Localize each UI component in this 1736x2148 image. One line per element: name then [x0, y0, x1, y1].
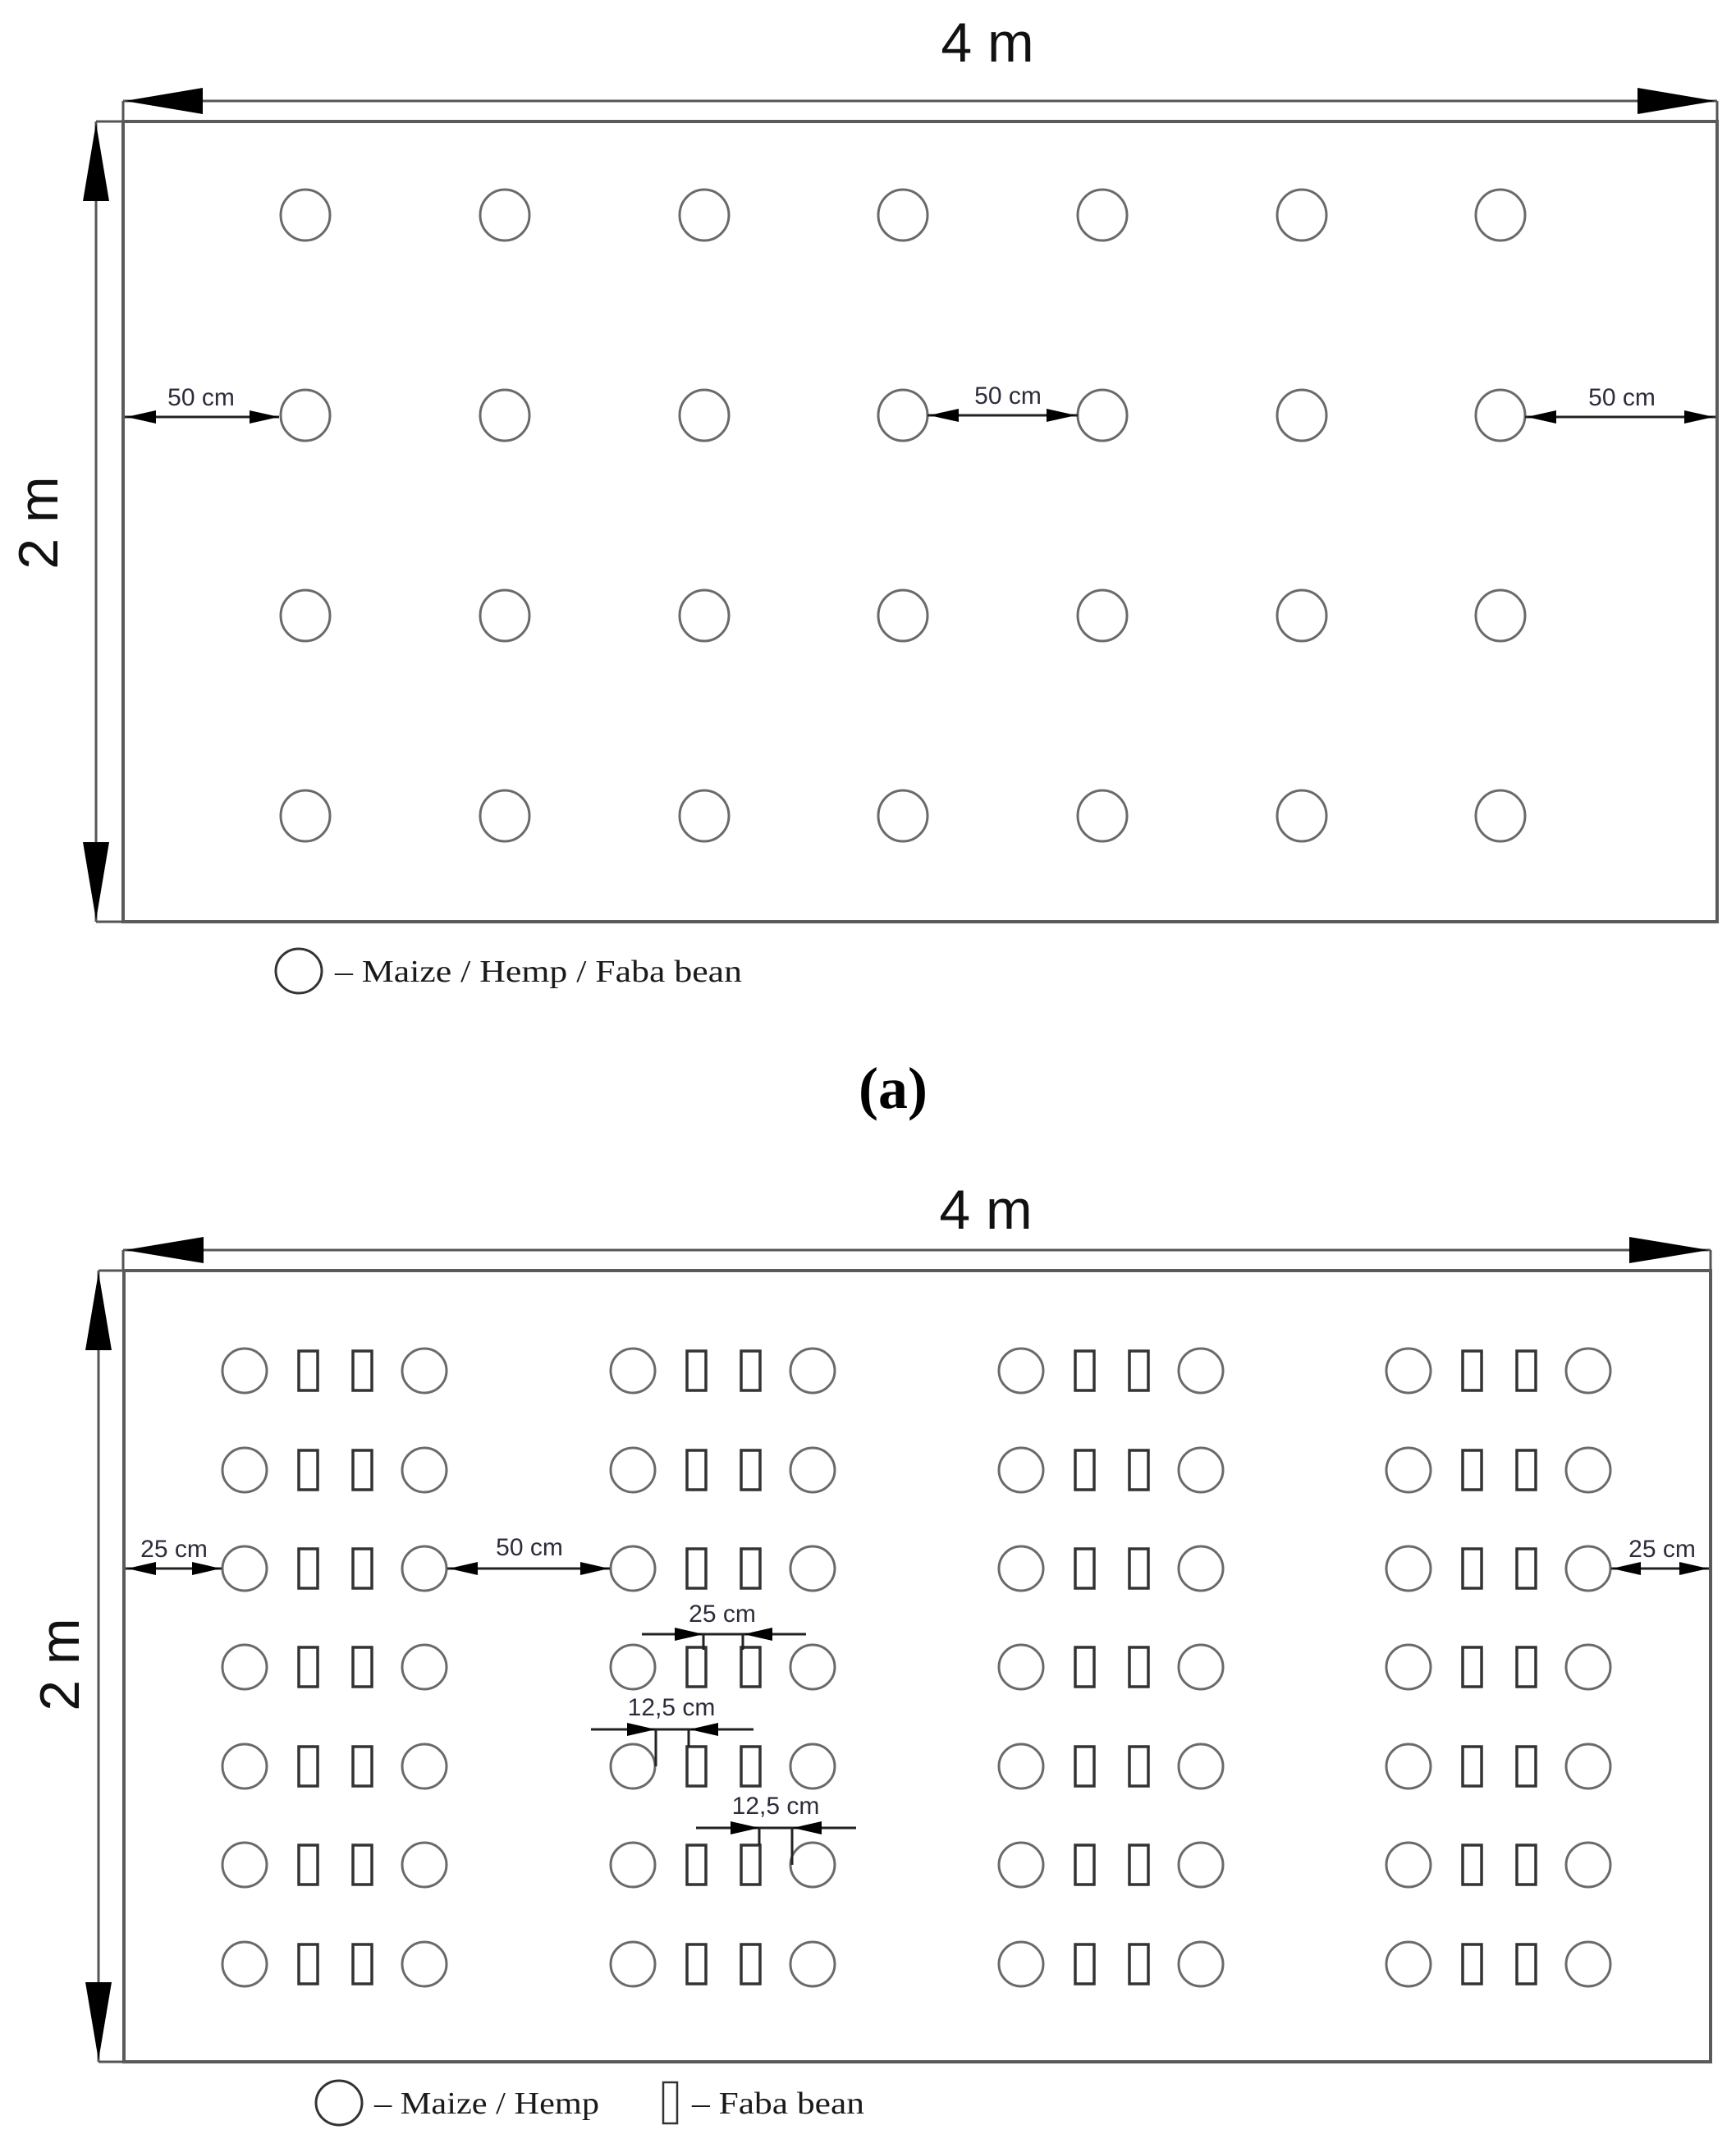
maize-hemp-faba-circle-icon — [680, 390, 729, 441]
faba-bean-rect-icon — [353, 1351, 372, 1390]
maize-hemp-circle-icon — [402, 1942, 447, 1986]
faba-bean-rect-icon — [1129, 1549, 1148, 1588]
maize-hemp-faba-circle-icon — [1078, 590, 1127, 641]
arrowhead-down-icon — [83, 842, 109, 920]
maize-hemp-circle-icon — [1386, 1744, 1431, 1788]
spacing-right-edge — [1525, 384, 1715, 424]
faba-bean-rect-icon — [687, 1549, 706, 1588]
spacing-label: 12,5 cm — [731, 1793, 820, 1820]
maize-hemp-faba-circle-icon — [680, 590, 729, 641]
maize-hemp-circle-icon — [1179, 1744, 1223, 1788]
faba-bean-rect-icon — [353, 1747, 372, 1786]
spacing-label: 12,5 cm — [627, 1694, 716, 1721]
maize-hemp-circle-icon — [999, 1645, 1043, 1689]
maize-hemp-circle-icon — [1386, 1349, 1431, 1393]
faba-bean-rect-icon — [687, 1944, 706, 1984]
maize-hemp-faba-circle-icon — [480, 590, 529, 641]
maize-hemp-circle-icon — [402, 1349, 447, 1393]
maize-hemp-circle-icon — [611, 1744, 655, 1788]
spacing-label: 25 cm — [1628, 1536, 1696, 1563]
maize-hemp-faba-circle-icon — [1277, 590, 1326, 641]
faba-bean-rect-icon — [741, 1944, 760, 1984]
spacing-label: 25 cm — [140, 1536, 208, 1563]
width-dimension-arrow — [123, 88, 1717, 121]
faba-bean-rect-icon — [741, 1549, 760, 1588]
faba-bean-rect-icon — [299, 1747, 318, 1786]
maize-hemp-circle-icon — [402, 1744, 447, 1788]
maize-hemp-circle-icon — [1566, 1744, 1610, 1788]
maize-hemp-circle-icon — [222, 1843, 267, 1887]
maize-hemp-circle-icon — [1566, 1349, 1610, 1393]
faba-bean-rect-icon — [1463, 1351, 1482, 1390]
maize-hemp-faba-circle-icon — [480, 190, 529, 240]
faba-bean-rect-icon — [1463, 1647, 1482, 1687]
maize-hemp-circle-icon — [1566, 1448, 1610, 1492]
maize-hemp-faba-circle-icon — [1476, 590, 1525, 641]
height-dimension-arrow — [83, 121, 123, 922]
spacing-right-edge — [1611, 1536, 1709, 1575]
faba-bean-rect-icon — [1517, 1549, 1536, 1588]
maize-hemp-circle-icon — [1386, 1546, 1431, 1591]
plant-row — [222, 1744, 1610, 1788]
maize-hemp-faba-circle-icon — [680, 790, 729, 841]
faba-bean-rect-icon — [1075, 1351, 1094, 1390]
faba-bean-rect-icon — [1129, 1351, 1148, 1390]
spacing-label: 50 cm — [496, 1534, 563, 1561]
arrowhead-up-icon — [85, 1272, 112, 1350]
maize-hemp-circle-icon — [999, 1744, 1043, 1788]
maize-hemp-circle-icon — [1566, 1843, 1610, 1887]
width-label: 4 m — [939, 1179, 1033, 1241]
height-label: 2 m — [29, 1618, 91, 1711]
arrowhead-down-icon — [85, 1982, 112, 2060]
spacing-left-edge — [125, 384, 279, 424]
plant-row — [222, 1843, 1610, 1887]
maize-hemp-faba-circle-icon — [680, 190, 729, 240]
faba-bean-rect-icon — [353, 1845, 372, 1885]
faba-bean-rect-icon — [1463, 1747, 1482, 1786]
faba-bean-rect-icon — [1075, 1450, 1094, 1490]
maize-hemp-circle-icon — [402, 1448, 447, 1492]
legend-panel-b — [316, 2081, 864, 2125]
maize-hemp-circle-icon — [611, 1448, 655, 1492]
faba-bean-rect-icon — [1075, 1549, 1094, 1588]
faba-bean-rect-icon — [1075, 1647, 1094, 1687]
arrowhead-left-icon — [125, 1237, 204, 1263]
maize-hemp-faba-circle-icon — [1277, 390, 1326, 441]
maize-hemp-faba-circle-icon — [281, 590, 330, 641]
maize-hemp-circle-icon — [790, 1942, 835, 1986]
maize-hemp-circle-icon — [222, 1448, 267, 1492]
maize-hemp-circle-icon — [790, 1349, 835, 1393]
faba-bean-rect-icon — [1129, 1747, 1148, 1786]
maize-hemp-circle-icon — [611, 1942, 655, 1986]
faba-bean-rect-icon — [1129, 1647, 1148, 1687]
maize-hemp-circle-icon — [1386, 1942, 1431, 1986]
maize-hemp-circle-icon — [999, 1942, 1043, 1986]
maize-hemp-circle-icon — [222, 1349, 267, 1393]
maize-hemp-faba-circle-icon — [1476, 390, 1525, 441]
maize-hemp-faba-circle-icon — [1476, 190, 1525, 240]
faba-bean-rect-icon — [741, 1747, 760, 1786]
faba-bean-rect-icon — [1517, 1450, 1536, 1490]
legend-panel-a — [276, 949, 742, 993]
maize-hemp-circle-icon — [1179, 1546, 1223, 1591]
faba-bean-rect-icon — [1129, 1450, 1148, 1490]
plant-row — [222, 1942, 1610, 1986]
maize-hemp-circle-icon — [1179, 1448, 1223, 1492]
width-dimension-arrow — [123, 1237, 1711, 1271]
spacing-between-groups — [447, 1534, 610, 1575]
maize-hemp-circle-icon — [1179, 1942, 1223, 1986]
maize-hemp-faba-circle-icon — [1078, 390, 1127, 441]
maize-hemp-faba-circle-icon — [1476, 790, 1525, 841]
faba-bean-rect-icon — [299, 1351, 318, 1390]
faba-bean-rect-icon — [687, 1747, 706, 1786]
maize-hemp-faba-circle-icon — [1277, 790, 1326, 841]
maize-hemp-circle-icon — [402, 1645, 447, 1689]
plant-grid — [222, 1349, 1610, 1986]
maize-hemp-faba-circle-icon — [878, 790, 928, 841]
faba-bean-rect-icon — [687, 1845, 706, 1885]
faba-bean-rect-icon — [1517, 1351, 1536, 1390]
spacing-faba-rows — [642, 1601, 806, 1650]
panel-b — [29, 1179, 1711, 2125]
maize-hemp-circle-icon — [999, 1546, 1043, 1591]
maize-hemp-circle-icon — [999, 1843, 1043, 1887]
faba-bean-rect-icon — [741, 1647, 760, 1687]
maize-hemp-circle-icon — [1566, 1645, 1610, 1689]
plant-row — [222, 1645, 1610, 1689]
faba-bean-rect-icon — [741, 1450, 760, 1490]
legend-rect-icon — [663, 2082, 677, 2123]
faba-bean-rect-icon — [299, 1549, 318, 1588]
spacing-label: 25 cm — [689, 1601, 756, 1628]
faba-bean-rect-icon — [299, 1450, 318, 1490]
faba-bean-rect-icon — [353, 1647, 372, 1687]
maize-hemp-faba-circle-icon — [878, 390, 928, 441]
spacing-label: 50 cm — [167, 384, 235, 411]
panel-a — [7, 11, 1717, 1121]
maize-hemp-circle-icon — [790, 1843, 835, 1887]
maize-hemp-circle-icon — [1566, 1942, 1610, 1986]
maize-hemp-faba-circle-icon — [878, 590, 928, 641]
faba-bean-rect-icon — [741, 1845, 760, 1885]
faba-bean-rect-icon — [687, 1351, 706, 1390]
faba-bean-rect-icon — [1463, 1845, 1482, 1885]
plant-row — [222, 1349, 1610, 1393]
legend-circle-text: – Maize / Hemp — [373, 2086, 599, 2121]
maize-hemp-circle-icon — [611, 1843, 655, 1887]
panel-label: (a) — [859, 1056, 928, 1121]
maize-hemp-circle-icon — [611, 1546, 655, 1591]
maize-hemp-circle-icon — [999, 1448, 1043, 1492]
maize-hemp-faba-circle-icon — [480, 790, 529, 841]
faba-bean-rect-icon — [1463, 1450, 1482, 1490]
maize-hemp-circle-icon — [611, 1349, 655, 1393]
faba-bean-rect-icon — [299, 1845, 318, 1885]
faba-bean-rect-icon — [1075, 1747, 1094, 1786]
maize-hemp-faba-circle-icon — [281, 190, 330, 240]
legend-rect-text: – Faba bean — [690, 2086, 864, 2121]
maize-hemp-circle-icon — [402, 1843, 447, 1887]
faba-bean-rect-icon — [353, 1944, 372, 1984]
spacing-between-plants — [928, 382, 1078, 422]
maize-hemp-circle-icon — [402, 1546, 447, 1591]
plant-row — [222, 1546, 1610, 1591]
faba-bean-rect-icon — [1517, 1845, 1536, 1885]
maize-hemp-circle-icon — [1179, 1349, 1223, 1393]
legend-circle-icon — [276, 949, 322, 993]
maize-hemp-faba-circle-icon — [281, 390, 330, 441]
maize-hemp-circle-icon — [1386, 1843, 1431, 1887]
maize-hemp-circle-icon — [1386, 1645, 1431, 1689]
faba-bean-rect-icon — [1517, 1944, 1536, 1984]
faba-bean-rect-icon — [1463, 1944, 1482, 1984]
plant-grid — [281, 190, 1525, 841]
maize-hemp-faba-circle-icon — [281, 790, 330, 841]
maize-hemp-circle-icon — [790, 1546, 835, 1591]
arrowhead-right-icon — [1629, 1237, 1709, 1263]
faba-bean-rect-icon — [1517, 1747, 1536, 1786]
faba-bean-rect-icon — [687, 1450, 706, 1490]
maize-hemp-circle-icon — [790, 1744, 835, 1788]
faba-bean-rect-icon — [1517, 1647, 1536, 1687]
faba-bean-rect-icon — [353, 1549, 372, 1588]
maize-hemp-faba-circle-icon — [480, 390, 529, 441]
maize-hemp-faba-circle-icon — [878, 190, 928, 240]
arrowhead-right-icon — [1638, 88, 1715, 114]
faba-bean-rect-icon — [1129, 1845, 1148, 1885]
maize-hemp-circle-icon — [1566, 1546, 1610, 1591]
faba-bean-rect-icon — [1075, 1944, 1094, 1984]
maize-hemp-circle-icon — [999, 1349, 1043, 1393]
faba-bean-rect-icon — [299, 1944, 318, 1984]
faba-bean-rect-icon — [687, 1647, 706, 1687]
width-label: 4 m — [941, 11, 1034, 74]
faba-bean-rect-icon — [1075, 1845, 1094, 1885]
spacing-left-edge — [126, 1536, 222, 1575]
legend-text: – Maize / Hemp / Faba bean — [333, 955, 742, 989]
faba-bean-rect-icon — [741, 1351, 760, 1390]
maize-hemp-faba-circle-icon — [1277, 190, 1326, 240]
maize-hemp-circle-icon — [1179, 1645, 1223, 1689]
plant-row — [222, 1448, 1610, 1492]
maize-hemp-circle-icon — [222, 1645, 267, 1689]
arrowhead-up-icon — [83, 123, 109, 201]
maize-hemp-circle-icon — [222, 1744, 267, 1788]
spacing-label: 50 cm — [974, 382, 1042, 410]
maize-hemp-faba-circle-icon — [1078, 190, 1127, 240]
maize-hemp-circle-icon — [1179, 1843, 1223, 1887]
maize-hemp-circle-icon — [1386, 1448, 1431, 1492]
faba-bean-rect-icon — [299, 1647, 318, 1687]
maize-hemp-faba-circle-icon — [1078, 790, 1127, 841]
maize-hemp-circle-icon — [611, 1645, 655, 1689]
maize-hemp-circle-icon — [790, 1645, 835, 1689]
maize-hemp-circle-icon — [790, 1448, 835, 1492]
spacing-label: 50 cm — [1588, 384, 1656, 411]
height-dimension-arrow — [85, 1271, 124, 2062]
maize-hemp-circle-icon — [222, 1942, 267, 1986]
faba-bean-rect-icon — [353, 1450, 372, 1490]
legend-circle-icon — [316, 2081, 362, 2125]
faba-bean-rect-icon — [1129, 1944, 1148, 1984]
height-label: 2 m — [7, 476, 70, 570]
arrowhead-left-icon — [125, 88, 203, 114]
maize-hemp-circle-icon — [222, 1546, 267, 1591]
faba-bean-rect-icon — [1463, 1549, 1482, 1588]
